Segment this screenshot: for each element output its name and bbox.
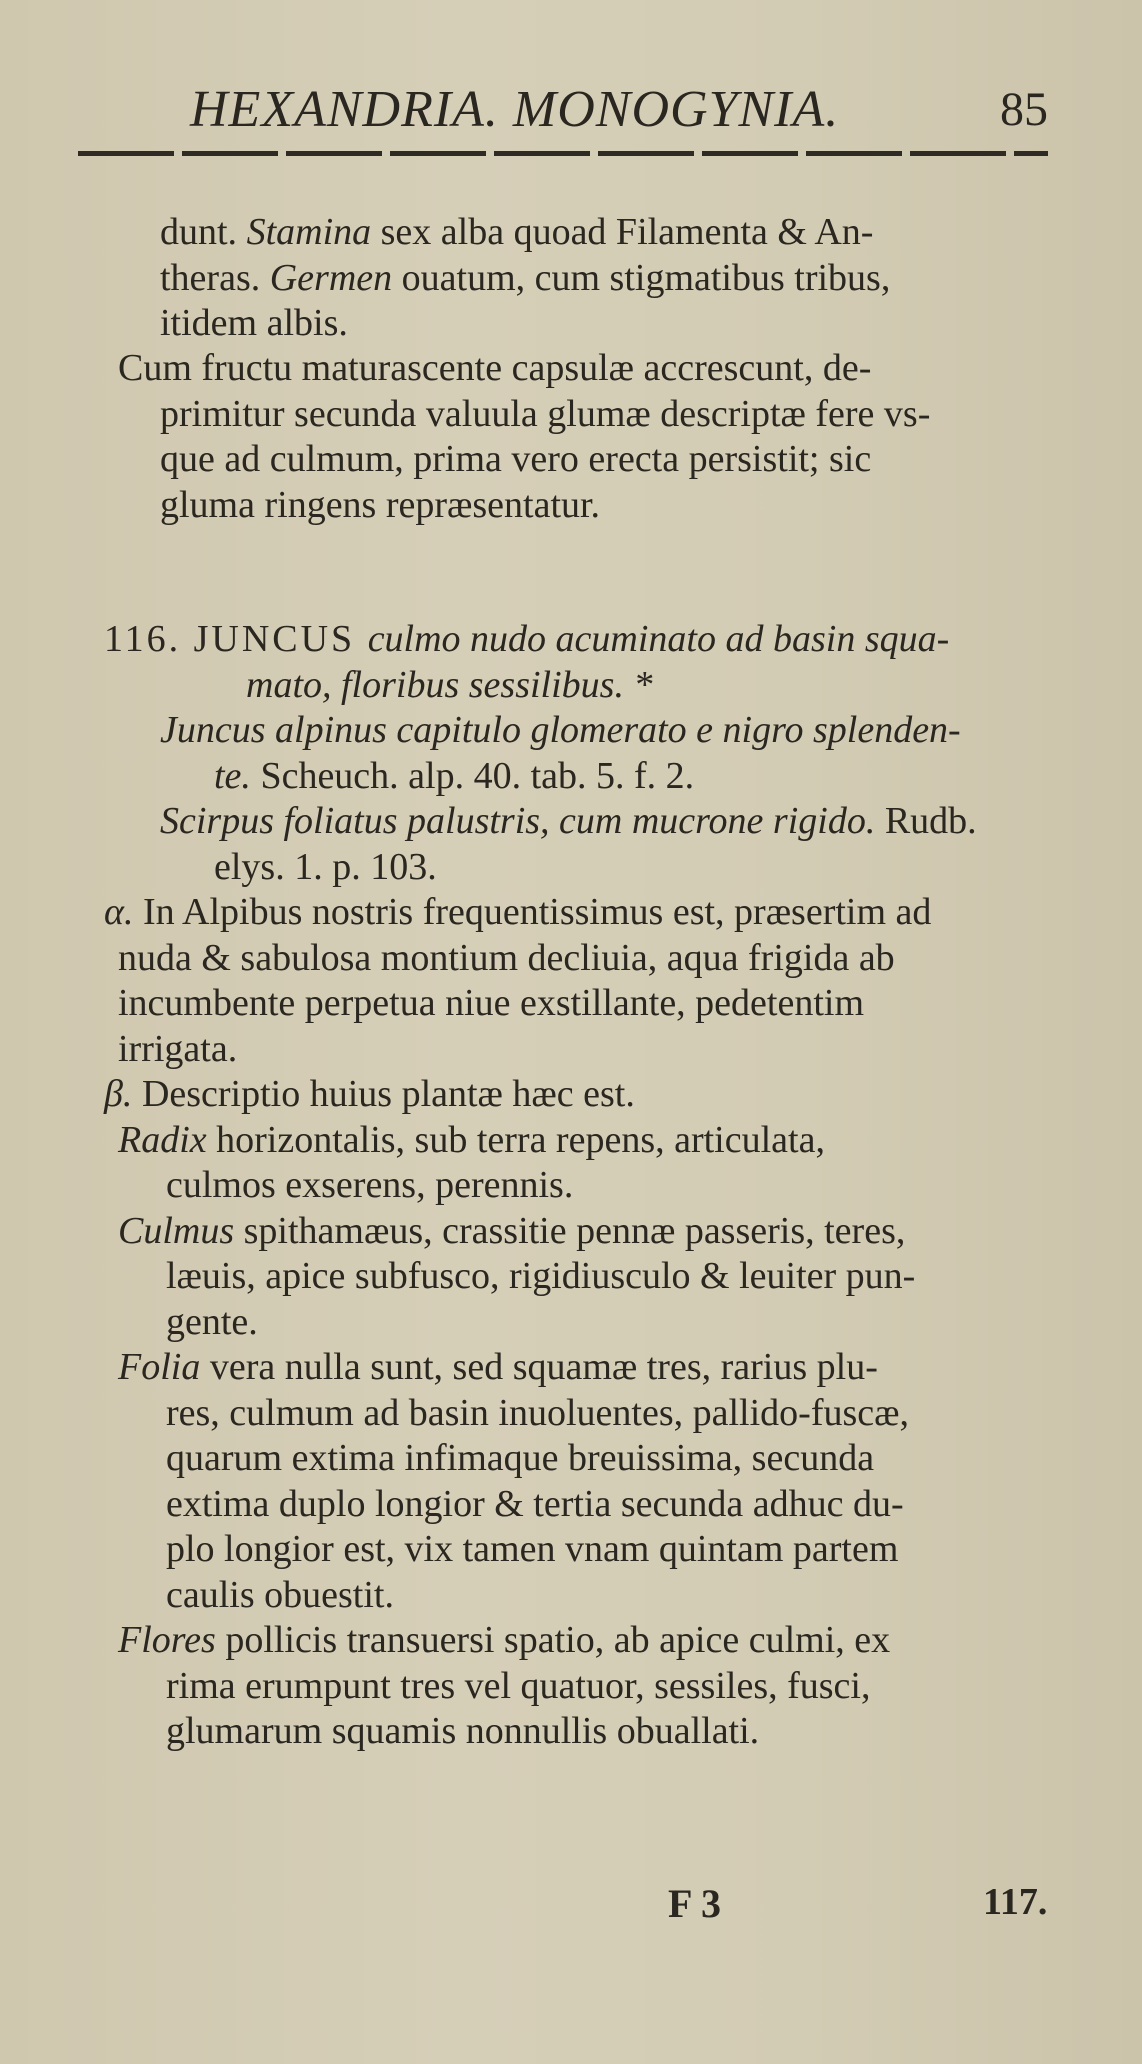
synonym-line bbox=[160, 799, 977, 845]
text-line: plo longior est, vix tamen vnam quintam partem bbox=[166, 1528, 899, 1570]
text-run: In Alpibus nostris frequentissimus est, præsertim ad bbox=[142, 891, 932, 933]
text-line bbox=[214, 754, 694, 800]
text-run: Descriptio huius plantæ hæc est. bbox=[141, 1073, 635, 1115]
text-line: rima erumpunt tres vel quatuor, sessiles, fusci, bbox=[166, 1665, 871, 1707]
text-run: Germen bbox=[269, 257, 393, 299]
text-run: α. bbox=[104, 891, 143, 933]
text-line bbox=[118, 1345, 878, 1391]
text-run: theras. bbox=[160, 257, 270, 299]
species-heading bbox=[104, 617, 949, 663]
text-run: horizontalis, sub terra repens, articulata, bbox=[206, 1119, 825, 1161]
text-line: quarum extima infimaque breuissima, secunda bbox=[166, 1437, 875, 1479]
page-number: 85 bbox=[1000, 83, 1048, 136]
text-line: mato, floribus sessilibus. * bbox=[246, 664, 653, 706]
text-line: que ad culmum, prima vero erecta persistit; sic bbox=[160, 438, 872, 480]
text-line bbox=[104, 1072, 635, 1118]
text-run: ouatum, cum stigmatibus tribus, bbox=[392, 257, 891, 299]
text-run: sex alba quoad Filamenta & An- bbox=[371, 211, 874, 253]
header-rule bbox=[78, 151, 1048, 156]
text-line: Cum fructu maturascente capsulæ accrescunt, de- bbox=[118, 347, 872, 389]
text-run: Rudb. bbox=[884, 800, 977, 842]
text-line: res, culmum ad basin inuoluentes, pallido-fuscæ, bbox=[166, 1392, 909, 1434]
text-run: Stamina bbox=[246, 211, 372, 253]
text-run: Radix bbox=[118, 1119, 207, 1161]
synonym-line: Juncus alpinus capitulo glomerato e nigro splenden- bbox=[160, 709, 961, 751]
text-line: primitur secunda valuula glumæ descriptæ fere vs- bbox=[160, 393, 931, 435]
text-line: gente. bbox=[166, 1301, 258, 1343]
catchword: 117. bbox=[983, 1881, 1048, 1923]
text-run: 116. JUNCUS bbox=[104, 618, 368, 660]
text-run: Scheuch. alp. 40. tab. 5. f. 2. bbox=[260, 755, 695, 797]
text-run: Flores bbox=[118, 1619, 216, 1661]
text-line: extima duplo longior & tertia secunda adhuc du- bbox=[166, 1483, 904, 1525]
text-line: gluma ringens repræsentatur. bbox=[160, 484, 601, 526]
text-line: incumbente perpetua niue exstillante, pedetentim bbox=[118, 982, 865, 1024]
text-line: culmos exserens, perennis. bbox=[166, 1164, 574, 1206]
text-run: vera nulla sunt, sed squamæ tres, rarius plu- bbox=[200, 1346, 878, 1388]
text-line: læuis, apice subfusco, rigidiusculo & leuiter pun- bbox=[166, 1255, 916, 1297]
text-run: β. bbox=[104, 1073, 142, 1115]
page-header bbox=[190, 80, 1050, 140]
text-run: dunt. bbox=[160, 211, 247, 253]
text-run: culmo nudo acuminato ad basin squa- bbox=[367, 618, 950, 660]
text-run: Culmus bbox=[118, 1210, 235, 1252]
text-run: Scirpus foliatus palustris, cum mucrone rigido. bbox=[160, 800, 885, 842]
text-line bbox=[118, 1209, 905, 1255]
text-line bbox=[118, 1618, 890, 1664]
text-line: elys. 1. p. 103. bbox=[214, 846, 437, 888]
text-line: irrigata. bbox=[118, 1028, 238, 1070]
signature-mark: F 3 bbox=[668, 1881, 721, 1926]
text-run: Folia bbox=[118, 1346, 201, 1388]
text-run: spithamæus, crassitie pennæ passeris, teres, bbox=[234, 1210, 906, 1252]
text-run: pollicis transuersi spatio, ab apice culmi, ex bbox=[215, 1619, 891, 1661]
text-line: caulis obuestit. bbox=[166, 1574, 394, 1616]
text-line bbox=[160, 256, 890, 302]
running-head: HEXANDRIA. MONOGYNIA. bbox=[190, 81, 840, 138]
text-run: te. bbox=[214, 755, 261, 797]
text-line bbox=[104, 890, 931, 936]
text-line: nuda & sabulosa montium decliuia, aqua frigida ab bbox=[118, 937, 895, 979]
text-line bbox=[118, 1118, 825, 1164]
text-line: itidem albis. bbox=[160, 302, 348, 344]
text-line: glumarum squamis nonnullis obuallati. bbox=[166, 1710, 760, 1752]
text-line bbox=[160, 210, 873, 256]
